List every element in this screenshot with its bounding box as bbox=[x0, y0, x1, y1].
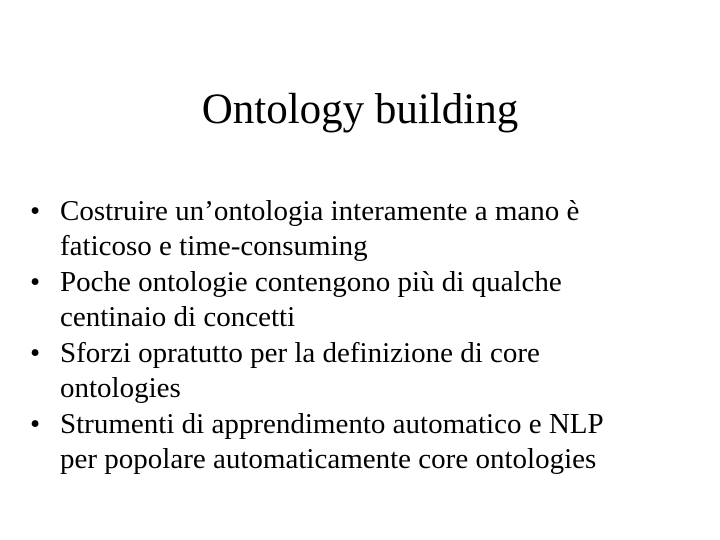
bullet-text-line: Costruire un’ontologia interamente a mano è bbox=[60, 195, 580, 227]
bullet-item bbox=[30, 265, 700, 335]
bullet-marker: • bbox=[30, 266, 41, 298]
bullet-text-line: Sforzi opratutto per la definizione di core bbox=[60, 337, 540, 369]
bullet-text-line: Poche ontologie contengono più di qualche bbox=[60, 266, 562, 298]
bullet-item bbox=[30, 336, 700, 406]
bullet-text-line: per popolare automaticamente core ontologies bbox=[60, 443, 597, 475]
bullet-text-line: centinaio di concetti bbox=[60, 301, 296, 333]
bullet-marker: • bbox=[30, 195, 41, 227]
bullet-text-line: Strumenti di apprendimento automatico e NLP bbox=[60, 408, 604, 440]
bullet-marker: • bbox=[30, 337, 41, 369]
bullet-list bbox=[30, 194, 700, 478]
bullet-item bbox=[30, 407, 700, 477]
bullet-item bbox=[30, 194, 700, 264]
bullet-marker: • bbox=[30, 408, 41, 440]
bullet-text-line: faticoso e time-consuming bbox=[60, 230, 368, 262]
bullet-text-line: ontologies bbox=[60, 372, 181, 404]
slide-title: Ontology building bbox=[201, 86, 519, 133]
